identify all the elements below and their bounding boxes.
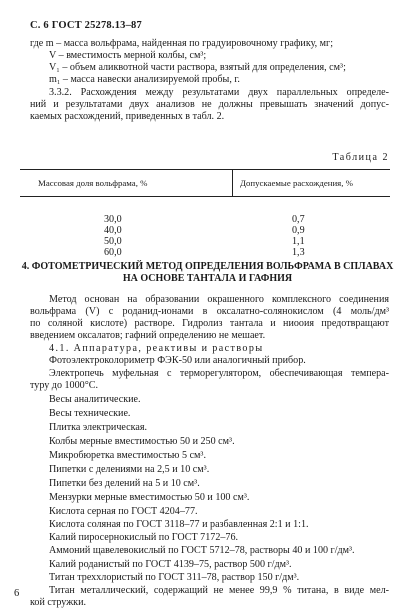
table-header-rule [20, 196, 390, 197]
paragraph-line: ний и результатами двух анализов не должны превышать значений допус- [30, 99, 389, 110]
table-cell: 0,7 [292, 214, 305, 225]
table-cell: 1,3 [292, 247, 305, 258]
list-item: Кислота соляная по ГОСТ 3118–77 и разбавленная 2:1 и 1:1. [49, 519, 309, 530]
paragraph-line: каемых расхождений, приведенных в табл. 2. [30, 111, 225, 122]
table-column-mass-fraction [104, 214, 122, 258]
page-header: С. 6 ГОСТ 25278.13–87 [30, 20, 142, 31]
subsection-heading: 4.1. Аппаратура, реактивы и растворы [49, 343, 264, 354]
list-item: Электропечь муфельная с терморегулятором, обеспечивающая темпера- [49, 368, 389, 379]
table-cell: 30,0 [104, 214, 122, 225]
definition-line: где m – масса вольфрама, найденная по градуировочному графику, мг; [30, 38, 333, 49]
paragraph-line: введением оксалатов; гафний определению не мешает. [30, 330, 266, 341]
list-item: Калий роданистый по ГОСТ 4139–75, раствор 500 г/дм³. [49, 559, 292, 570]
list-item: Пипетки без делений на 5 и 10 см³. [49, 478, 200, 489]
definition-line: m₁ – масса навески анализируемой пробы, г. [49, 74, 240, 85]
table-cell: 0,9 [292, 225, 305, 236]
definition-line: V₁ – объем аликвотной части раствора, взятый для определения, см³; [49, 62, 346, 73]
paragraph-line: 3.3.2. Расхождения между результатами двух параллельных определе- [49, 87, 389, 98]
table-header-tolerance: Допускаемые расхождения, % [240, 178, 353, 188]
table-cell: 60,0 [104, 247, 122, 258]
paragraph-line: по соляной кислоте) растворе. Гидролиз тантала и ниооия предотвращают [30, 318, 389, 329]
list-item: Весы технические. [49, 408, 131, 419]
list-item: Титан металлический, содержащий не менее 99,9 % титана, в виде мел- [49, 585, 389, 596]
list-item: Весы аналитические. [49, 394, 141, 405]
list-item: Плитка электрическая. [49, 422, 147, 433]
section-heading: НА ОСНОВЕ ТАНТАЛА И ГАФНИЯ [122, 273, 293, 284]
page-number: 6 [14, 588, 20, 599]
table-header-mass-fraction: Массовая доля вольфрама, % [38, 178, 148, 188]
table-cell: 50,0 [104, 236, 122, 247]
table-cell: 1,1 [292, 236, 305, 247]
list-item: туру до 1000°С. [30, 380, 98, 391]
table-column-tolerance [292, 214, 305, 258]
table-top-rule [20, 169, 390, 170]
list-item: Кислота серная по ГОСТ 4204–77. [49, 506, 198, 517]
list-item: Аммоний щавелевокислый по ГОСТ 5712–78, растворы 40 и 100 г/дм³. [49, 545, 355, 556]
table-caption: Таблица 2 [332, 152, 389, 163]
list-item: Калий пиросернокислый по ГОСТ 7172–76. [49, 532, 239, 543]
list-item: Титан треххлористый по ГОСТ 311–78, раствор 150 г/дм³. [49, 572, 300, 583]
table-cell: 40,0 [104, 225, 122, 236]
list-item: кой стружки. [30, 597, 87, 608]
list-item: Колбы мерные вместимостью 50 и 250 см³. [49, 436, 235, 447]
paragraph-line: Метод основан на образовании окрашенного комплексного соединения [49, 294, 389, 305]
section-heading: 4. ФОТОМЕТРИЧЕСКИЙ МЕТОД ОПРЕДЕЛЕНИЯ ВОЛЬФРАМА В СПЛАВАХ [21, 261, 394, 272]
paragraph-line: вольфрама (V) с роданид-ионами в оксалатно-солянокислом (4 моль/дм³ [30, 306, 389, 317]
list-item: Пипетки с делениями на 2,5 и 10 см³. [49, 464, 210, 475]
list-item: Фотоэлектроколориметр ФЭК-50 или аналогичный прибор. [49, 355, 306, 366]
definition-line: V – вместимость мерной колбы, см³; [49, 50, 207, 61]
list-item: Мензурки мерные вместимостью 50 и 100 см³. [49, 492, 250, 503]
list-item: Микробюретка вместимостью 5 см³. [49, 450, 206, 461]
table-column-divider [232, 169, 233, 196]
